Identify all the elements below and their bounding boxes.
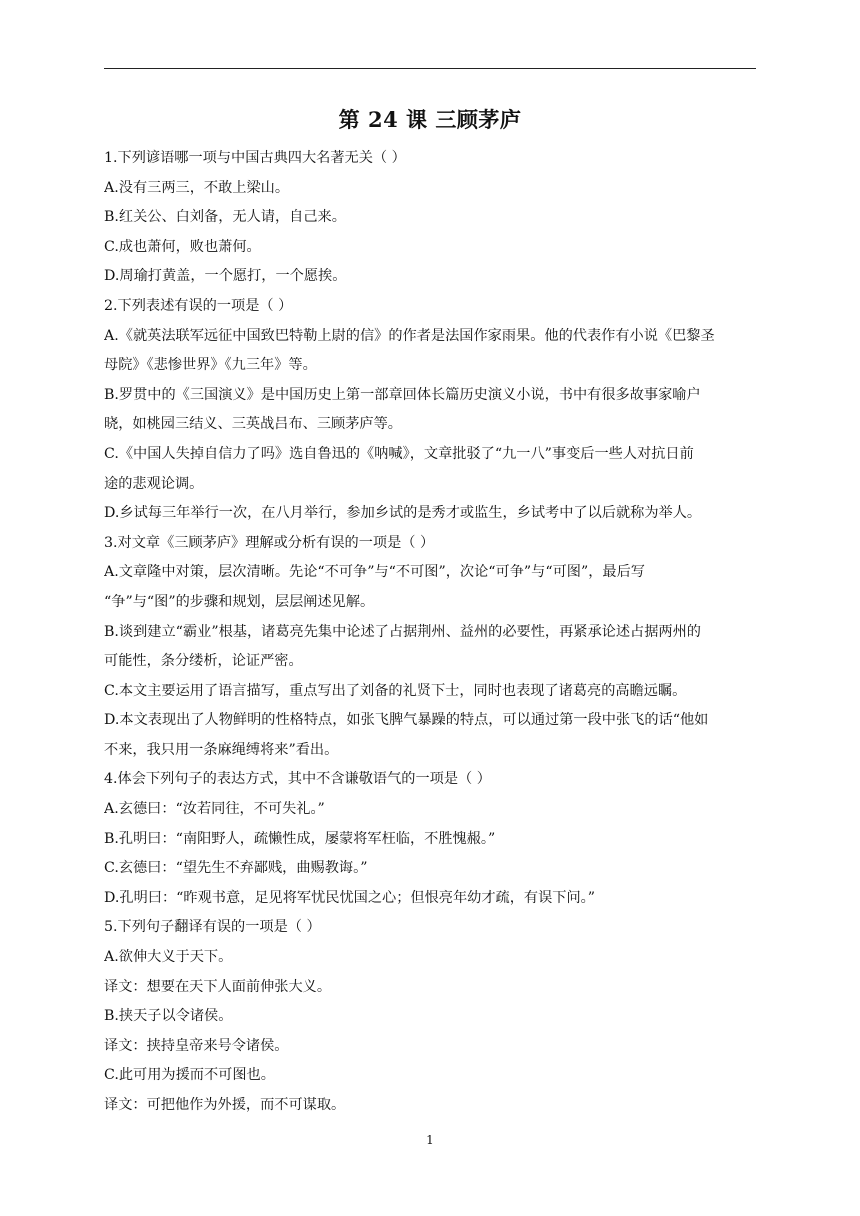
question-2-option-b-cont: 晓，如桃园三结义、三英战吕布、三顾茅庐等。 (104, 416, 402, 433)
question-3-option-a: A.文章隆中对策，层次清晰。先论“不可争”与“不可图”，次论“可争”与“可图”，最后写 (104, 564, 645, 581)
question-5-stem: 5.下列句子翻译有误的一项是（ ） (104, 919, 321, 936)
question-3-option-d-cont: 不来，我只用一条麻绳缚将来”看出。 (104, 741, 339, 758)
question-4-option-d: D.孔明曰：“昨观书意，足见将军忧民忧国之心；但恨亮年幼才疏，有误下问。” (104, 889, 595, 906)
page-number: 1 (426, 1133, 434, 1147)
question-5-option-c-translation: 译文：可把他作为外援，而不可谋取。 (104, 1097, 346, 1113)
question-3-stem: 3.对文章《三顾茅庐》理解或分析有误的一项是（ ） (104, 534, 435, 551)
question-1-option-a: A.没有三两三，不敢上梁山。 (104, 179, 290, 196)
question-4-stem: 4.体会下列句子的表达方式，其中不含谦敬语气的一项是（ ） (104, 771, 491, 788)
question-2-stem: 2.下列表述有误的一项是（ ） (104, 297, 293, 314)
question-2-option-c-cont: 途的悲观论调。 (104, 475, 204, 492)
question-5-option-a-translation: 译文：想要在天下人面前伸张大义。 (104, 978, 332, 995)
question-3-option-c: C.本文主要运用了语言描写，重点写出了刘备的礼贤下士，同时也表现了诸葛亮的高瞻远瞩。 (104, 682, 687, 699)
question-5-option-b: B.挟天子以令诸侯。 (104, 1008, 233, 1025)
question-2-option-d: D.乡试每三年举行一次，在八月举行，参加乡试的是秀才或监生，乡试考中了以后就称为举人。 (104, 505, 702, 522)
question-5-option-a: A.欲伸大义于天下。 (104, 949, 233, 966)
question-3-option-b: B.谈到建立“霸业”根基，诸葛亮先集中论述了占据荆州、益州的必要性，再紧承论述占据两州的 (104, 623, 701, 640)
question-2-option-a: A.《就英法联军远征中国致巴特勒上尉的信》的作者是法国作家雨果。他的代表作有小说《巴黎圣 (104, 327, 715, 344)
question-4-option-c: C.玄德曰：“望先生不弃鄙贱，曲赐教诲。” (104, 860, 368, 877)
page-title: 第 24 课 三顾茅庐 (338, 107, 522, 132)
question-3-option-a-cont: “争”与“图”的步骤和规划，层层阐述见解。 (104, 593, 375, 610)
question-4-option-b: B.孔明曰：“南阳野人，疏懒性成，屡蒙将军枉临，不胜愧赧。” (104, 830, 496, 847)
question-1-stem: 1.下列谚语哪一项与中国古典四大名著无关（ ） (104, 150, 406, 166)
document-body (104, 144, 760, 1121)
question-2-option-b: B.罗贯中的《三国演义》是中国历史上第一部章回体长篇历史演义小说，书中有很多故事家喻户 (104, 386, 701, 403)
header-rule (104, 68, 756, 69)
question-3-option-b-cont: 可能性，条分缕析，论证严密。 (104, 653, 303, 670)
question-1-option-d: D.周瑜打黄盖，一个愿打，一个愿挨。 (104, 268, 347, 285)
question-3-option-d: D.本文表现出了人物鲜明的性格特点，如张飞脾气暴躁的特点，可以通过第一段中张飞的话“他如 (104, 712, 709, 729)
question-1-option-b: B.红关公、白刘备，无人请，自己来。 (104, 209, 346, 226)
question-5-option-c: C.此可用为援而不可图也。 (104, 1067, 275, 1084)
question-5-option-b-translation: 译文：挟持皇帝来号令诸侯。 (104, 1037, 289, 1054)
question-2-option-a-cont: 母院》《悲惨世界》《九三年》等。 (104, 357, 317, 374)
question-1-option-c: C.成也萧何，败也萧何。 (104, 238, 261, 255)
question-2-option-c: C.《中国人失掉自信力了吗》选自鲁迅的《呐喊》，文章批驳了“九一八”事变后一些人对抗日前 (104, 445, 694, 462)
question-4-option-a: A.玄德曰：“汝若同往，不可失礼。” (104, 801, 325, 818)
